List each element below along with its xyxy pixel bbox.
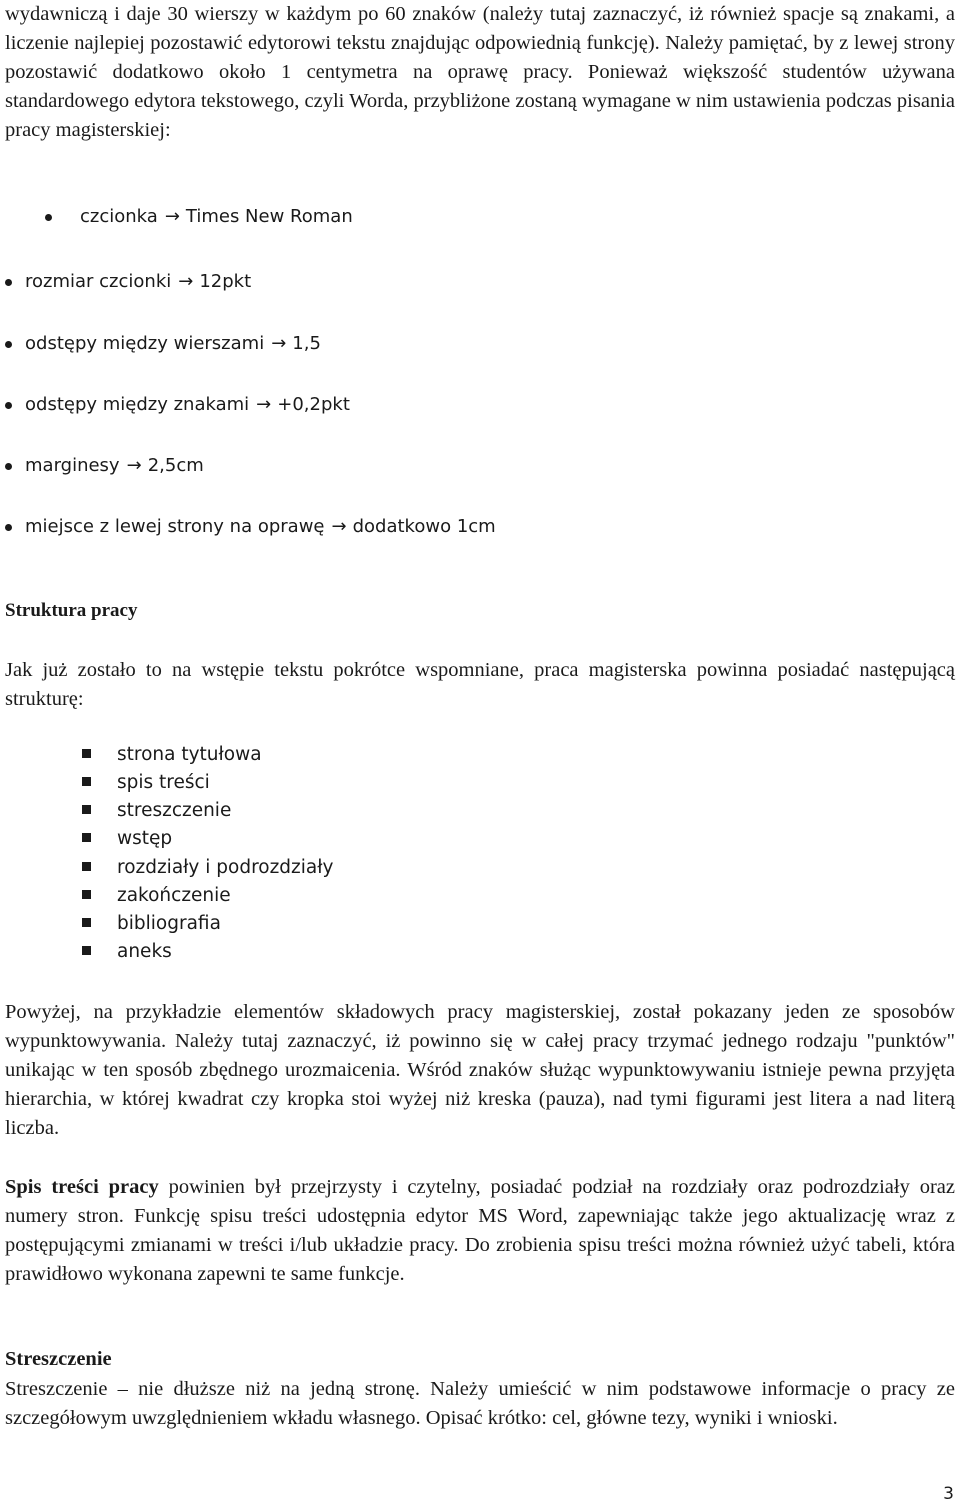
setting-name: rozmiar czcionki	[25, 271, 172, 292]
list-item-label: bibliografia	[117, 913, 221, 934]
page-number: 3	[943, 1484, 954, 1504]
setting-name: marginesy	[25, 455, 120, 476]
section-heading-summary: Streszczenie	[5, 1348, 112, 1370]
setting-name: odstępy między wierszami	[25, 333, 265, 354]
list-item-label: strona tytułowa	[117, 744, 262, 765]
arrow-right-icon: →	[271, 333, 287, 354]
bullet-dot-icon	[45, 214, 52, 221]
structure-after-paragraph: Powyżej, na przykładzie elementów składowych pracy magisterskiej, został pokazany jeden ze sposobów wypunktowywania. Należy tutaj zaznaczyć, iż powinno się w całej pracy trzymać jednego rodzaju "punktów" unikając w ten sposób zbędnego urozmaicenia. Wśród znaków służąc wypunktowywaniu istnieje pewna przyjęta hierarchia, w której kwadrat czy kropka stoi wyżej niż kreska (pauza), nad tymi figurami jest litera a nad literą liczba.	[5, 1001, 955, 1139]
list-item-label: wstęp	[117, 828, 173, 849]
list-item-label: rozdziały i podrozdziały	[117, 857, 334, 878]
list-item-label: zakończenie	[117, 885, 231, 906]
toc-text: powinien był przejrzysty i czytelny, posiadać podział na rozdziały oraz podrozdziały oraz numery stron. Funkcję spisu treści udostępnia edytor MS Word, zapewniając także jego aktualizację wraz z postępującymi zmianami w treści i/lub układzie pracy. Do zrobienia spisu treści można również użyć tabeli, która prawidłowo wykonana zapewni te same funkcje.	[5, 1176, 955, 1285]
setting-value: 2,5cm	[147, 455, 204, 476]
square-bullet-icon	[82, 918, 91, 927]
setting-name: miejsce z lewej strony na oprawę	[25, 516, 325, 537]
list-item-label: spis treści	[117, 772, 210, 793]
setting-value: Times New Roman	[185, 206, 353, 227]
bullet-dot-icon	[5, 279, 12, 286]
setting-value: 1,5	[292, 333, 321, 354]
arrow-right-icon: →	[331, 516, 347, 537]
arrow-right-icon: →	[164, 206, 180, 227]
bullet-dot-icon	[5, 402, 12, 409]
bullet-dot-icon	[5, 341, 12, 348]
square-bullet-icon	[82, 805, 91, 814]
square-bullet-icon	[82, 890, 91, 899]
square-bullet-icon	[82, 862, 91, 871]
square-bullet-icon	[82, 833, 91, 842]
bullet-dot-icon	[5, 524, 12, 531]
square-bullet-icon	[82, 749, 91, 758]
toc-paragraph	[5, 1173, 955, 1289]
arrow-right-icon: →	[256, 394, 272, 415]
list-item-label: streszczenie	[117, 800, 232, 821]
structure-intro-paragraph: Jak już zostało to na wstępie tekstu pokrótce wspomniane, praca magisterska powinna posiadać następującą strukturę:	[5, 659, 955, 710]
bullet-dot-icon	[5, 463, 12, 470]
setting-value: 12pkt	[199, 271, 252, 292]
setting-value: dodatkowo 1cm	[352, 516, 496, 537]
square-bullet-icon	[82, 946, 91, 955]
summary-paragraph: Streszczenie – nie dłuższe niż na jedną stronę. Należy umieścić w nim podstawowe informacje o pracy ze szczegółowym uwzględnieniem wkładu własnego. Opisać krótko: cel, główne tezy, wyniki i wnioski.	[5, 1378, 955, 1429]
list-item-label: aneks	[117, 941, 172, 962]
toc-lead: Spis treści pracy	[5, 1176, 159, 1198]
setting-name: czcionka	[80, 206, 158, 227]
arrow-right-icon: →	[178, 271, 194, 292]
setting-value: +0,2pkt	[277, 394, 350, 415]
arrow-right-icon: →	[126, 455, 142, 476]
square-bullet-icon	[82, 777, 91, 786]
section-heading-structure: Struktura pracy	[5, 600, 138, 621]
setting-name: odstępy między znakami	[25, 394, 250, 415]
intro-paragraph: wydawniczą i daje 30 wierszy w każdym po 60 znaków (należy tutaj zaznaczyć, iż również spacje są znakami, a liczenie najlepiej pozostawić edytorowi tekstu znajdując odpowiednią funkcję). Należy pamiętać, by z lewej strony pozostawić dodatkowo około 1 centymetra na oprawę pracy. Ponieważ większość studentów używana standardowego edytora tekstowego, czyli Worda, przybliżone zostaną wymagane w nim ustawienia podczas pisania pracy magisterskiej:	[5, 3, 955, 141]
